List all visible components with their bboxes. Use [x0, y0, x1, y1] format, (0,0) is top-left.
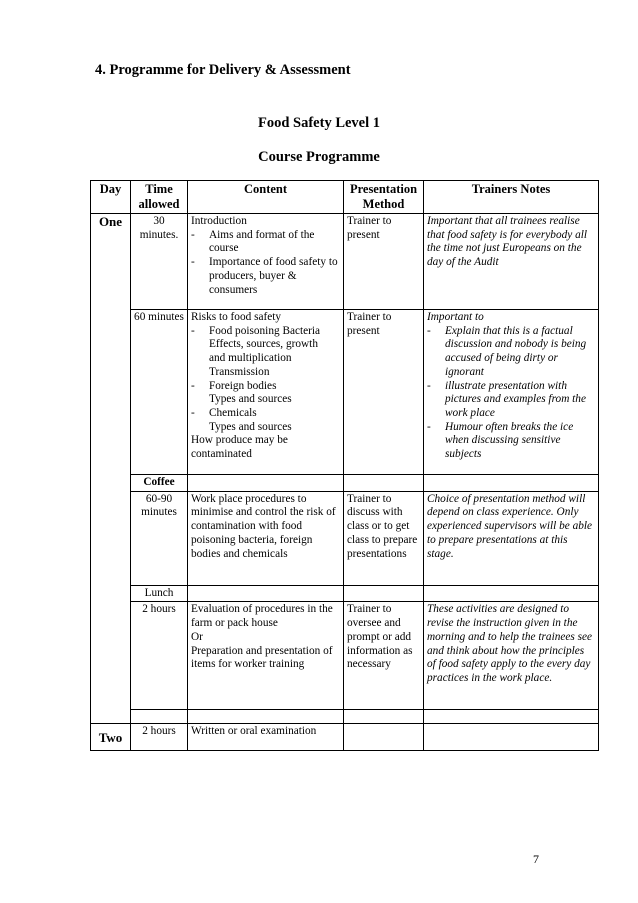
- table-row: [91, 724, 599, 751]
- header-time: Time allowed: [131, 181, 188, 214]
- notes-cell: [424, 310, 599, 475]
- method-cell: Trainer to present: [344, 214, 424, 310]
- content-cell: Work place procedures to minimise and control the risk of contamination with food poisoning bacteria, foreign bodies and chemicals: [188, 491, 344, 585]
- notes-item: - Humour often breaks the ice when discussing sensitive subjects: [427, 421, 595, 462]
- day-one-cell: One: [91, 214, 131, 310]
- notes-item: - Explain that this is a factual discussion and nobody is being accused of being dirty or ignorant: [427, 325, 595, 380]
- content-line: Evaluation of procedures in the farm or pack house: [191, 603, 333, 630]
- content-item: - Chemicals: [191, 407, 340, 421]
- time-cell: 2 hours: [131, 724, 188, 751]
- header-day: Day: [91, 181, 131, 214]
- content-cell: [188, 214, 344, 310]
- content-title: Risks to food safety: [191, 311, 282, 323]
- content-title: Introduction: [191, 215, 247, 227]
- table-row: [91, 602, 599, 710]
- empty-cell: [344, 475, 424, 492]
- empty-cell: [424, 710, 599, 724]
- content-cell: [188, 310, 344, 475]
- content-line: Preparation and presentation of items for worker training: [191, 644, 333, 671]
- content-subitem: Types and sources: [209, 420, 292, 433]
- programme-title: Course Programme: [258, 149, 380, 165]
- table-row: [91, 214, 599, 310]
- day-cell-empty: [91, 310, 131, 475]
- notes-title: Important to: [427, 311, 484, 323]
- content-cell: [188, 602, 344, 710]
- empty-cell: [424, 585, 599, 602]
- header-row: [91, 181, 599, 214]
- empty-cell: [344, 724, 424, 751]
- content-footer: How produce may be contaminated: [191, 434, 288, 461]
- time-cell: 2 hours: [131, 602, 188, 710]
- content-subitem: and multiplication: [209, 352, 292, 365]
- time-cell: 30 minutes.: [131, 214, 188, 310]
- method-cell: Trainer to oversee and prompt or add information as necessary: [344, 602, 424, 710]
- content-subitem: Transmission: [209, 365, 270, 378]
- course-title: Food Safety Level 1: [257, 115, 381, 131]
- content-cell: Written or oral examination: [188, 724, 344, 751]
- time-cell: 60 minutes: [131, 310, 188, 475]
- method-cell: Trainer to present: [344, 310, 424, 475]
- table-row: [91, 310, 599, 475]
- content-item: - Aims and format of the course: [191, 229, 340, 256]
- day-cell-empty: [91, 585, 131, 602]
- header-method: Presentation Method: [344, 181, 424, 214]
- empty-cell: [188, 710, 344, 724]
- content-line: Or: [191, 630, 203, 643]
- programme-table: [90, 180, 599, 751]
- break-row: [91, 585, 599, 602]
- empty-cell: [424, 724, 599, 751]
- notes-cell: These activities are designed to revise the instruction given in the morning and to help the trainees see and think about how the principles of food safety apply to the every day practices in the work place.: [424, 602, 599, 710]
- day-two-cell: Two: [91, 724, 131, 751]
- day-cell-empty: [91, 602, 131, 710]
- day-cell-empty: [91, 710, 131, 724]
- empty-cell: [424, 475, 599, 492]
- content-item: - Foreign bodies: [191, 380, 340, 394]
- lunch-break-label: Lunch: [131, 585, 188, 602]
- page-number: 7: [533, 852, 539, 866]
- notes-cell: Important that all trainees realise that food safety is for everybody all the time not just Europeans on the day of the Audit: [424, 214, 599, 310]
- content-subitem: Types and sources: [209, 393, 292, 406]
- day-cell-empty: [91, 475, 131, 492]
- empty-cell: [188, 585, 344, 602]
- method-cell: Trainer to discuss with class or to get class to prepare presentations: [344, 491, 424, 585]
- time-cell: 60-90 minutes: [131, 491, 188, 585]
- empty-cell: [344, 585, 424, 602]
- notes-item: - illustrate presentation with pictures and examples from the work place: [427, 380, 595, 421]
- empty-cell: [344, 710, 424, 724]
- empty-cell: [131, 710, 188, 724]
- section-heading: 4. Programme for Delivery & Assessment: [95, 62, 351, 78]
- day-cell-empty: [91, 491, 131, 585]
- content-item: - Food poisoning Bacteria: [191, 325, 340, 339]
- content-subitem: Effects, sources, growth: [209, 338, 318, 351]
- break-row: [91, 475, 599, 492]
- empty-cell: [188, 475, 344, 492]
- notes-cell: Choice of presentation method will depend on class experience. Only experienced supervisors will be able to prepare presentations at this stage.: [424, 491, 599, 585]
- header-content: Content: [188, 181, 344, 214]
- content-item: - Importance of food safety to producers, buyer & consumers: [191, 256, 340, 297]
- table-row: [91, 491, 599, 585]
- header-notes: Trainers Notes: [424, 181, 599, 214]
- spacer-row: [91, 710, 599, 724]
- coffee-break-label: Coffee: [131, 475, 188, 492]
